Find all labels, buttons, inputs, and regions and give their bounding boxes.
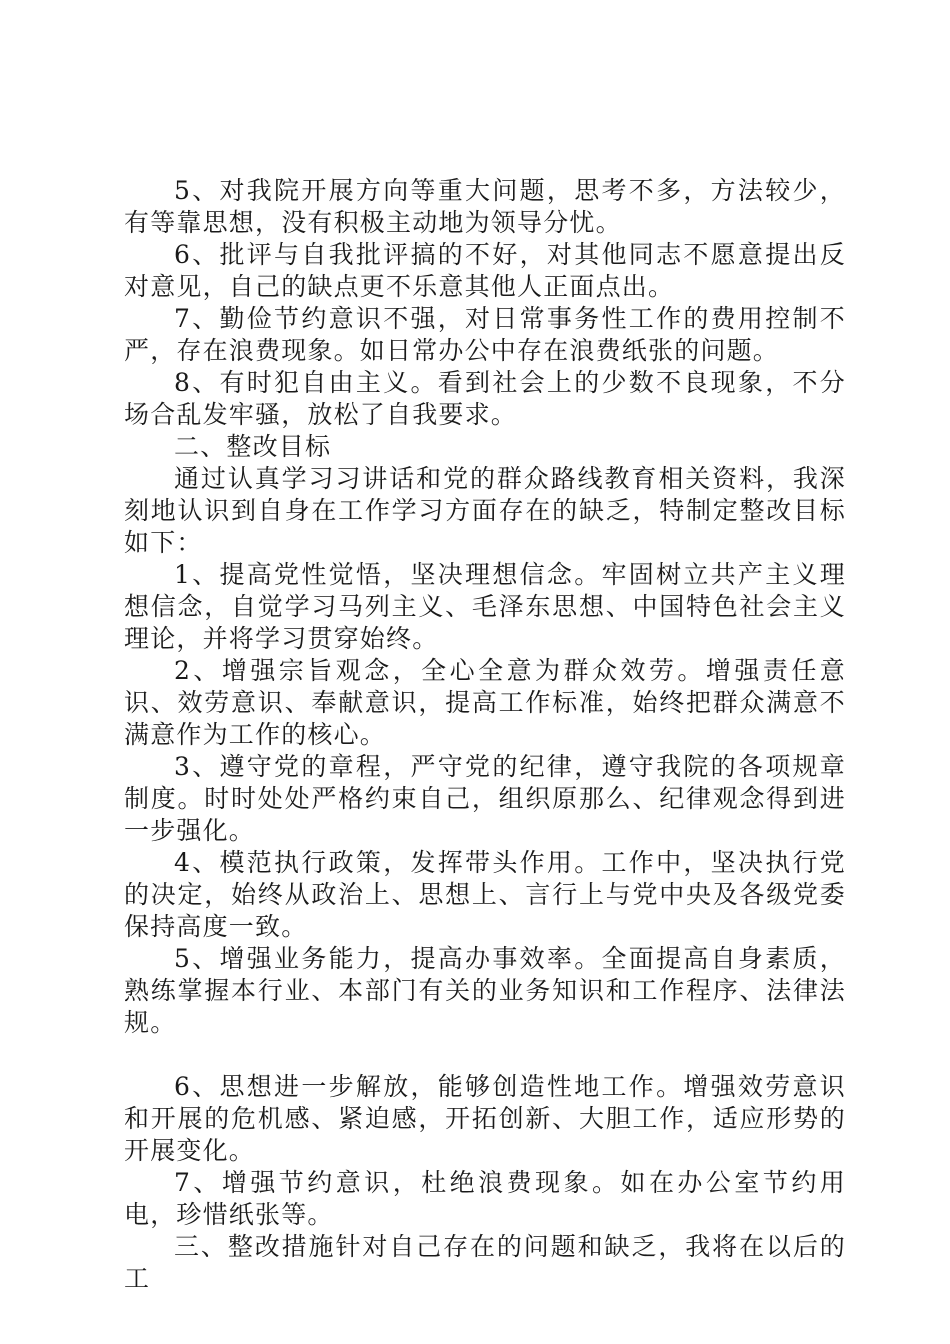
- paragraph-problem-6: 6、批评与自我批评搞的不好，对其他同志不愿意提出反对意见，自己的缺点更不乐意其他人正面点出。: [124, 240, 846, 301]
- paragraph-goal-6: 6、思想进一步解放，能够创造性地工作。增强效劳意识和开展的危机感、紧迫感，开拓创新、大胆工作，适应形势的开展变化。: [124, 1072, 846, 1165]
- section-heading-goals: 二、整改目标: [174, 432, 332, 461]
- paragraph-goal-7: 7、增强节约意识，杜绝浪费现象。如在办公室节约用电，珍惜纸张等。: [124, 1168, 846, 1229]
- section-heading-measures: 三、整改措施针对自己存在的问题和缺乏，我将在以后的工: [124, 1232, 846, 1293]
- blank-line: [124, 1039, 846, 1071]
- paragraph-goal-3: 3、遵守党的章程，严守党的纪律，遵守我院的各项规章制度。时时处处严格约束自己，组织原那么、纪律观念得到进一步强化。: [124, 752, 846, 845]
- paragraph-goal-1: 1、提高党性觉悟，坚决理想信念。牢固树立共产主义理想信念，自觉学习马列主义、毛泽东思想、中国特色社会主义理论，并将学习贯穿始终。: [124, 560, 846, 653]
- paragraph-problem-8: 8、有时犯自由主义。看到社会上的少数不良现象，不分场合乱发牢骚，放松了自我要求。: [124, 368, 846, 429]
- paragraph-goal-4: 4、模范执行政策，发挥带头作用。工作中，坚决执行党的决定，始终从政治上、思想上、言行上与党中央及各级党委保持高度一致。: [124, 848, 846, 941]
- paragraph-goals-intro: 通过认真学习习讲话和党的群众路线教育相关资料，我深刻地认识到自身在工作学习方面存在的缺乏，特制定整改目标如下：: [124, 464, 846, 557]
- paragraph-goal-5: 5、增强业务能力，提高办事效率。全面提高自身素质，熟练掌握本行业、本部门有关的业务知识和工作程序、法律法规。: [124, 944, 846, 1037]
- paragraph-problem-7: 7、勤俭节约意识不强，对日常事务性工作的费用控制不严，存在浪费现象。如日常办公中存在浪费纸张的问题。: [124, 304, 846, 365]
- paragraph-goal-2: 2、增强宗旨观念，全心全意为群众效劳。增强责任意识、效劳意识、奉献意识，提高工作标准，始终把群众满意不满意作为工作的核心。: [124, 656, 846, 749]
- document-body: [124, 175, 846, 1295]
- paragraph-problem-5: 5、对我院开展方向等重大问题，思考不多，方法较少，有等靠思想，没有积极主动地为领导分忧。: [124, 176, 846, 237]
